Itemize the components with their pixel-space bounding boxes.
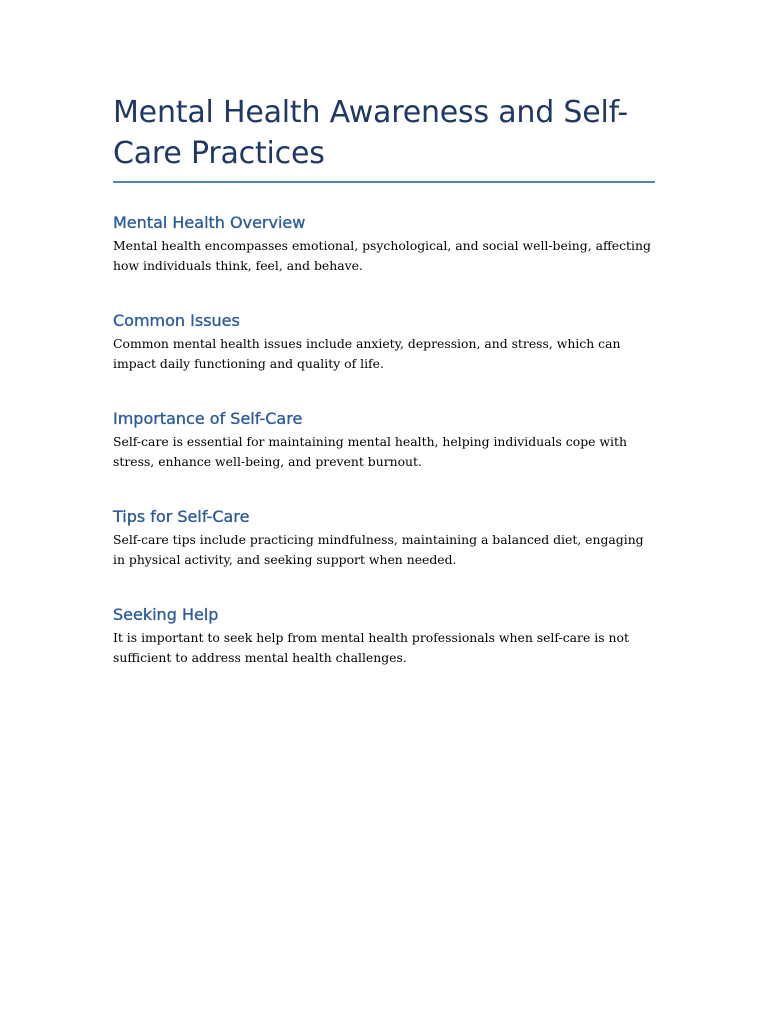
section-heading: Tips for Self-Care: [113, 507, 250, 526]
section-body: Common mental health issues include anxiety, depression, and stress, which can impact daily functioning and quality of life.: [113, 336, 621, 371]
section-importance-of-self-care: [113, 409, 655, 471]
section-heading: Seeking Help: [113, 605, 219, 624]
document-title: Mental Health Awareness and Self-Care Practices: [113, 95, 629, 171]
document-page: [113, 92, 655, 667]
section-body: Self-care tips include practicing mindfulness, maintaining a balanced diet, engaging in physical activity, and seeking support when needed.: [113, 532, 644, 567]
section-heading: Common Issues: [113, 311, 240, 330]
section-tips-for-self-care: [113, 507, 655, 569]
section-body: Mental health encompasses emotional, psychological, and social well-being, affecting how individuals think, feel, and behave.: [113, 238, 651, 273]
section-body: It is important to seek help from mental health professionals when self-care is not sufficient to address mental health challenges.: [113, 630, 629, 665]
title-underline-divider: [113, 181, 655, 183]
section-heading: Mental Health Overview: [113, 213, 306, 232]
section-body: Self-care is essential for maintaining mental health, helping individuals cope with stress, enhance well-being, and prevent burnout.: [113, 434, 627, 469]
section-seeking-help: [113, 605, 655, 667]
section-common-issues: [113, 311, 655, 373]
section-mental-health-overview: [113, 213, 655, 275]
section-heading: Importance of Self-Care: [113, 409, 303, 428]
